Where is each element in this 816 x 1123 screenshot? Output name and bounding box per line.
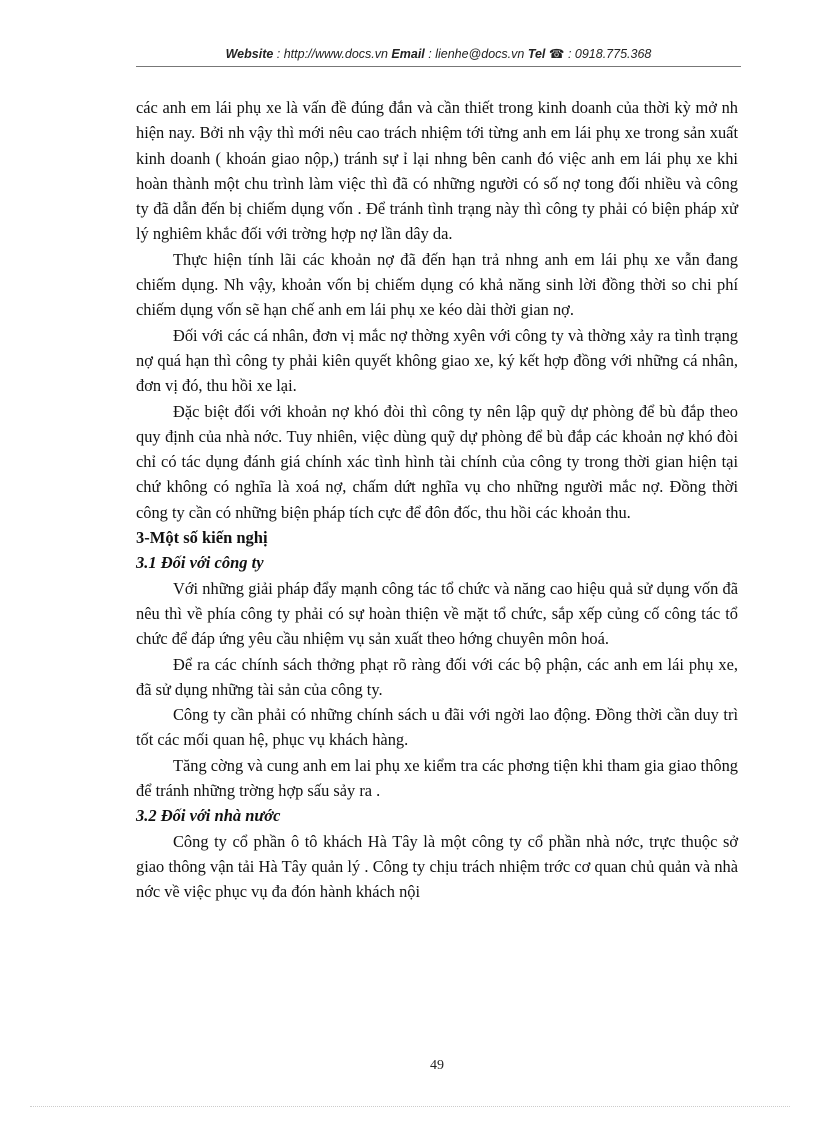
footer-divider (30, 1106, 790, 1107)
tel-label: Tel (527, 47, 546, 61)
phone-icon: ☎ (548, 47, 565, 61)
paragraph-company-4: Tăng cờng và cung anh em lai phụ xe kiểm tra các phơng tiện khi tham gia giao thông để tránh những trờng hợp sấu sảy ra . (136, 755, 738, 801)
subsection-heading-state: 3.2 Đối với nhà nước (136, 806, 281, 826)
paragraph-continuation: các anh em lái phụ xe là vấn đề đúng đắn và cần thiết trong kinh doanh của thời kỳ mở nh hiện nay. Bởi nh vậy thì mới nêu cao trách nhiệm tới từng anh em lái phụ xe trong sản xuất kinh doanh ( khoán giao nộp,) tránh sự ỉ lại nhng bên canh đó việc anh em lái phụ xe khi hoàn thành một chu trình làm việc thì đã có những người có số nợ tong đối nhiều và công ty đã dẫn đến bị chiếm dụng vốn . Để tránh tình trạng này thì công ty phải có biện pháp xử lý nghiêm khắc đối với trờng hợp nợ lần dây da. (136, 98, 738, 244)
website-url: : http://www.docs.vn (273, 47, 392, 61)
paragraph-state-1: Công ty cổ phần ô tô khách Hà Tây là một công ty cổ phần nhà nớc, trực thuộc sở giao thông vận tải Hà Tây quản lý . Công ty chịu trách nhiệm trớc cơ quan chủ quản và nhà nớc về việc phục vụ đa đón hành khách nội (136, 831, 738, 902)
tel-number: : 0918.775.368 (564, 47, 652, 61)
email-label: Email (391, 47, 425, 61)
website-label: Website (225, 47, 274, 61)
paragraph-company-1: Với những giải pháp đẩy mạnh công tác tổ chức và năng cao hiệu quả sử dụng vốn đã nêu thì về phía công ty phải có sự hoàn thiện về mặt tổ chức, sắp xếp củng cố công tác tổ chức để đáp ứng yêu cầu nhiệm vụ sản xuất theo hớng chuyên môn hoá. (136, 578, 738, 649)
page-number: 49 (430, 1058, 444, 1073)
subsection-heading-company: 3.1 Đối với công ty (136, 553, 264, 573)
page-header (136, 46, 741, 61)
document-body (136, 95, 738, 905)
paragraph-interest: Thực hiện tính lãi các khoản nợ đã đến hạn trả nhng anh em lái phụ xe vẫn đang chiếm dụng. Nh vậy, khoản vốn bị chiếm dụng có khả năng sinh lời đồng thời so chi phí chiếm dụng vốn sẽ hạn chế anh em lái phụ xe kéo dài thời gian nợ. (136, 249, 738, 320)
header-divider (136, 66, 741, 67)
paragraph-company-2: Để ra các chính sách thởng phạt rõ ràng đối với các bộ phận, các anh em lái phụ xe, đã sử dụng những tài sản của công ty. (136, 654, 738, 699)
paragraph-overdue: Đối với các cá nhân, đơn vị mắc nợ thờng xyên với công ty và thờng xảy ra tình trạng nợ quá hạn thì công ty phải kiên quyết không giao xe, ký kết hợp đồng với những cá nhân, đơn vị đó, thu hồi xe lại. (136, 325, 738, 396)
section-heading: 3-Một số kiến nghị (136, 528, 268, 548)
paragraph-company-3: Công ty cần phải có những chính sách u đãi với ngời lao động. Đồng thời cần duy trì tốt các mối quan hệ, phục vụ khách hàng. (136, 705, 738, 750)
paragraph-bad-debt: Đặc biệt đối với khoản nợ khó đòi thì công ty nên lập quỹ dự phòng để bù đắp theo quy định của nhà nớc. Tuy nhiên, việc dùng quỹ dự phòng để bù đắp các khoản nợ khó đòi chỉ có tác dụng đánh giá chính xác tình hình tài chính của công ty trong thời gian hiện tại chứ không có nghĩa là xoá nợ, chấm dứt nghĩa vụ cho những người mắc nợ. Đồng thời công ty cần có những biện pháp tích cực để đôn đốc, thu hồi các khoản thu. (136, 401, 738, 522)
email-address: : lienhe@docs.vn (424, 47, 528, 61)
